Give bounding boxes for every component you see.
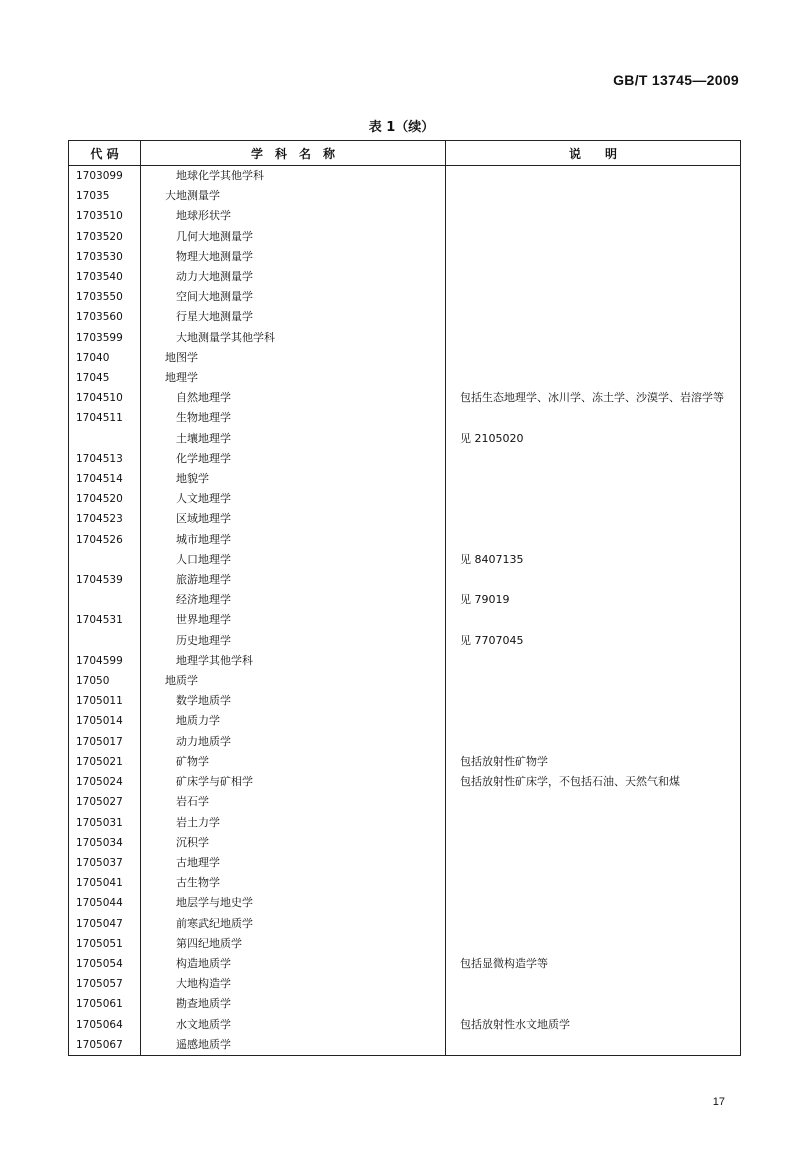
cell-name — [141, 227, 446, 247]
cell-code: 17040 — [76, 351, 110, 364]
cell-name — [141, 1035, 446, 1056]
cell-name — [141, 651, 446, 671]
cell-note — [446, 530, 741, 550]
cell-code: 1704511 — [76, 412, 123, 425]
subject-name: 世界地理学 — [176, 613, 231, 627]
subject-name: 城市地理学 — [176, 532, 231, 546]
subject-name: 大地测量学其他学科 — [176, 330, 275, 344]
table-row — [69, 348, 741, 368]
cell-name — [141, 711, 446, 731]
cell-code — [69, 590, 141, 610]
cell-note — [446, 489, 741, 509]
table-row — [69, 772, 741, 792]
subject-name: 地球形状学 — [176, 209, 231, 223]
table-body — [69, 166, 741, 1056]
cell-note — [446, 873, 741, 893]
cell-name — [141, 307, 446, 327]
subject-name: 古生物学 — [176, 876, 220, 890]
cell-note — [446, 934, 741, 954]
cell-name — [141, 833, 446, 853]
subject-name: 大地构造学 — [176, 977, 231, 991]
table-row — [69, 570, 741, 590]
cell-note — [446, 206, 741, 226]
cell-code: 1705037 — [76, 856, 123, 869]
subject-name: 地貌学 — [176, 472, 209, 486]
cell-code: 1705021 — [76, 755, 123, 768]
cell-note — [446, 408, 741, 428]
table-row — [69, 752, 741, 772]
cell-note — [446, 307, 741, 327]
subject-name: 几何大地测量学 — [176, 229, 253, 243]
page-number: 17 — [712, 1096, 725, 1108]
cell-name — [141, 186, 446, 206]
table-row — [69, 590, 741, 610]
cell-note: 包括显微构造学等 — [446, 954, 741, 974]
cell-note: 见 8407135 — [446, 550, 741, 570]
cell-name — [141, 550, 446, 570]
cell-note — [446, 914, 741, 934]
cell-note — [446, 227, 741, 247]
cell-note: 见 2105020 — [446, 429, 741, 449]
table-row — [69, 408, 741, 428]
cell-note — [446, 651, 741, 671]
discipline-table — [68, 140, 741, 1056]
cell-name — [141, 671, 446, 691]
subject-name: 自然地理学 — [176, 391, 231, 405]
cell-note — [446, 671, 741, 691]
subject-name: 地球化学其他学科 — [176, 169, 264, 182]
table-row — [69, 530, 741, 550]
cell-code: 1703530 — [76, 250, 123, 263]
cell-code — [69, 429, 141, 449]
cell-note — [446, 287, 741, 307]
table-row — [69, 974, 741, 994]
cell-name — [141, 489, 446, 509]
cell-note — [446, 974, 741, 994]
subject-name: 水文地质学 — [176, 1017, 231, 1031]
cell-note — [446, 792, 741, 812]
cell-name — [141, 429, 446, 449]
cell-note: 包括放射性矿物学 — [446, 752, 741, 772]
table-row — [69, 853, 741, 873]
cell-code: 1705047 — [76, 917, 123, 930]
subject-name: 地质力学 — [176, 714, 220, 728]
subject-name: 生物地理学 — [176, 411, 231, 425]
table-row — [69, 388, 741, 408]
cell-code: 1705024 — [76, 776, 123, 789]
subject-name: 第四纪地质学 — [176, 936, 242, 950]
subject-name: 区域地理学 — [176, 512, 231, 526]
table-row — [69, 914, 741, 934]
cell-code: 1705027 — [76, 796, 123, 809]
cell-code: 1705014 — [76, 715, 123, 728]
cell-code: 1705031 — [76, 816, 123, 829]
cell-code: 17050 — [76, 675, 110, 688]
subject-name: 空间大地测量学 — [176, 290, 253, 304]
table-header-row — [69, 141, 741, 166]
cell-name — [141, 287, 446, 307]
subject-name: 古地理学 — [176, 855, 220, 869]
cell-name — [141, 691, 446, 711]
cell-name — [141, 267, 446, 287]
subject-name: 矿物学 — [176, 754, 209, 768]
cell-code — [69, 631, 141, 651]
cell-code: 1705034 — [76, 836, 123, 849]
cell-name — [141, 530, 446, 550]
cell-code: 1704539 — [76, 574, 123, 587]
cell-name — [141, 853, 446, 873]
cell-code: 1705057 — [76, 978, 123, 991]
subject-name: 前寒武纪地质学 — [176, 916, 253, 930]
cell-note — [446, 853, 741, 873]
subject-name: 地理学 — [165, 371, 198, 385]
table-row — [69, 1035, 741, 1056]
table-row — [69, 651, 741, 671]
cell-note — [446, 328, 741, 348]
table-row — [69, 287, 741, 307]
subject-name: 勘查地质学 — [176, 997, 231, 1011]
table-row — [69, 307, 741, 327]
subject-name: 人口地理学 — [176, 552, 231, 566]
cell-name — [141, 449, 446, 469]
cell-code: 1705041 — [76, 877, 123, 890]
table-row — [69, 227, 741, 247]
cell-note — [446, 166, 741, 187]
table-row — [69, 833, 741, 853]
cell-note — [446, 368, 741, 388]
subject-name: 岩石学 — [176, 795, 209, 809]
table-row — [69, 994, 741, 1014]
cell-note — [446, 1035, 741, 1056]
cell-note — [446, 247, 741, 267]
cell-note — [446, 691, 741, 711]
subject-name: 沉积学 — [176, 835, 209, 849]
table-row — [69, 469, 741, 489]
cell-name — [141, 934, 446, 954]
subject-name: 旅游地理学 — [176, 573, 231, 587]
cell-note — [446, 833, 741, 853]
cell-name — [141, 590, 446, 610]
cell-code — [69, 550, 141, 570]
cell-code: 1704523 — [76, 513, 123, 526]
table-row — [69, 328, 741, 348]
cell-note — [446, 711, 741, 731]
subject-name: 地层学与地史学 — [176, 896, 253, 910]
table-row — [69, 166, 741, 187]
cell-code: 1705064 — [76, 1018, 123, 1031]
table-row — [69, 873, 741, 893]
cell-code: 1705067 — [76, 1038, 123, 1051]
cell-name — [141, 994, 446, 1014]
column-header-name: 学 科 名 称 — [141, 141, 446, 166]
cell-name — [141, 388, 446, 408]
cell-note — [446, 994, 741, 1014]
cell-code: 1704514 — [76, 473, 123, 486]
cell-note: 见 79019 — [446, 590, 741, 610]
subject-name: 矿床学与矿相学 — [176, 775, 253, 789]
subject-name: 地质学 — [165, 674, 198, 688]
cell-name — [141, 914, 446, 934]
cell-name — [141, 328, 446, 348]
cell-code: 1704513 — [76, 452, 123, 465]
cell-code: 1703599 — [76, 331, 123, 344]
subject-name: 动力大地测量学 — [176, 270, 253, 284]
cell-name — [141, 631, 446, 651]
cell-note — [446, 732, 741, 752]
cell-code: 1704510 — [76, 392, 123, 405]
table-row — [69, 1015, 741, 1035]
table-row — [69, 429, 741, 449]
cell-name — [141, 469, 446, 489]
cell-code: 1703510 — [76, 210, 123, 223]
cell-code: 1704526 — [76, 533, 123, 546]
cell-code: 1705011 — [76, 695, 123, 708]
cell-note — [446, 348, 741, 368]
table-row — [69, 206, 741, 226]
cell-name — [141, 772, 446, 792]
table-row — [69, 792, 741, 812]
cell-code: 1705054 — [76, 957, 123, 970]
cell-note — [446, 469, 741, 489]
subject-name: 行星大地测量学 — [176, 310, 253, 324]
cell-code: 1704599 — [76, 654, 123, 667]
cell-name — [141, 813, 446, 833]
cell-note — [446, 267, 741, 287]
cell-note: 包括放射性水文地质学 — [446, 1015, 741, 1035]
cell-note — [446, 186, 741, 206]
cell-note: 见 7707045 — [446, 631, 741, 651]
cell-name — [141, 166, 446, 187]
cell-code: 17035 — [76, 190, 110, 203]
subject-name: 人文地理学 — [176, 492, 231, 506]
subject-name: 大地测量学 — [165, 189, 220, 203]
subject-name: 地理学其他学科 — [176, 653, 253, 667]
table-row — [69, 631, 741, 651]
cell-name — [141, 247, 446, 267]
table-row — [69, 893, 741, 913]
subject-name: 数学地质学 — [176, 694, 231, 708]
cell-code: 1703540 — [76, 271, 123, 284]
table-row — [69, 954, 741, 974]
table-row — [69, 489, 741, 509]
column-header-note: 说 明 — [446, 141, 741, 166]
table-row — [69, 610, 741, 630]
column-header-code: 代 码 — [69, 141, 141, 166]
cell-name — [141, 509, 446, 529]
subject-name: 经济地理学 — [176, 593, 231, 607]
cell-name — [141, 610, 446, 630]
cell-note: 包括放射性矿床学，不包括石油、天然气和煤 — [446, 772, 741, 792]
subject-name: 化学地理学 — [176, 451, 231, 465]
cell-code: 1703099 — [76, 170, 123, 182]
cell-name — [141, 732, 446, 752]
subject-name: 岩土力学 — [176, 815, 220, 829]
table-row — [69, 550, 741, 570]
table-row — [69, 934, 741, 954]
cell-name — [141, 752, 446, 772]
table-row — [69, 368, 741, 388]
cell-name — [141, 954, 446, 974]
cell-code: 1705044 — [76, 897, 123, 910]
cell-code: 1705017 — [76, 735, 123, 748]
cell-code: 1703520 — [76, 230, 123, 243]
cell-name — [141, 974, 446, 994]
cell-code: 1705061 — [76, 998, 123, 1011]
table-row — [69, 186, 741, 206]
cell-name — [141, 368, 446, 388]
cell-note — [446, 509, 741, 529]
cell-code: 17045 — [76, 372, 110, 385]
cell-name — [141, 206, 446, 226]
cell-name — [141, 408, 446, 428]
cell-name — [141, 1015, 446, 1035]
table-row — [69, 267, 741, 287]
table-row — [69, 813, 741, 833]
cell-note — [446, 449, 741, 469]
cell-note — [446, 610, 741, 630]
subject-name: 历史地理学 — [176, 633, 231, 647]
cell-code: 1703550 — [76, 291, 123, 304]
table-row — [69, 732, 741, 752]
cell-code: 1704531 — [76, 614, 123, 627]
cell-note — [446, 570, 741, 590]
subject-name: 地图学 — [165, 350, 198, 364]
subject-name: 遥感地质学 — [176, 1037, 231, 1051]
subject-name: 物理大地测量学 — [176, 249, 253, 263]
table-row — [69, 509, 741, 529]
cell-note — [446, 893, 741, 913]
cell-name — [141, 348, 446, 368]
table-row — [69, 449, 741, 469]
table-row — [69, 671, 741, 691]
cell-code: 1705051 — [76, 937, 123, 950]
cell-name — [141, 873, 446, 893]
table-row — [69, 691, 741, 711]
cell-code: 1704520 — [76, 493, 123, 506]
cell-name — [141, 570, 446, 590]
cell-code: 1703560 — [76, 311, 123, 324]
table-row — [69, 711, 741, 731]
cell-note: 包括生态地理学、冰川学、冻土学、沙漠学、岩溶学等 — [446, 388, 741, 408]
table-caption: 表 1（续） — [368, 120, 435, 135]
cell-name — [141, 893, 446, 913]
cell-name — [141, 792, 446, 812]
table-row — [69, 247, 741, 267]
cell-note — [446, 813, 741, 833]
subject-name: 动力地质学 — [176, 734, 231, 748]
subject-name: 构造地质学 — [176, 956, 231, 970]
subject-name: 土壤地理学 — [176, 431, 231, 445]
standard-id: GB/T 13745—2009 — [613, 72, 739, 88]
